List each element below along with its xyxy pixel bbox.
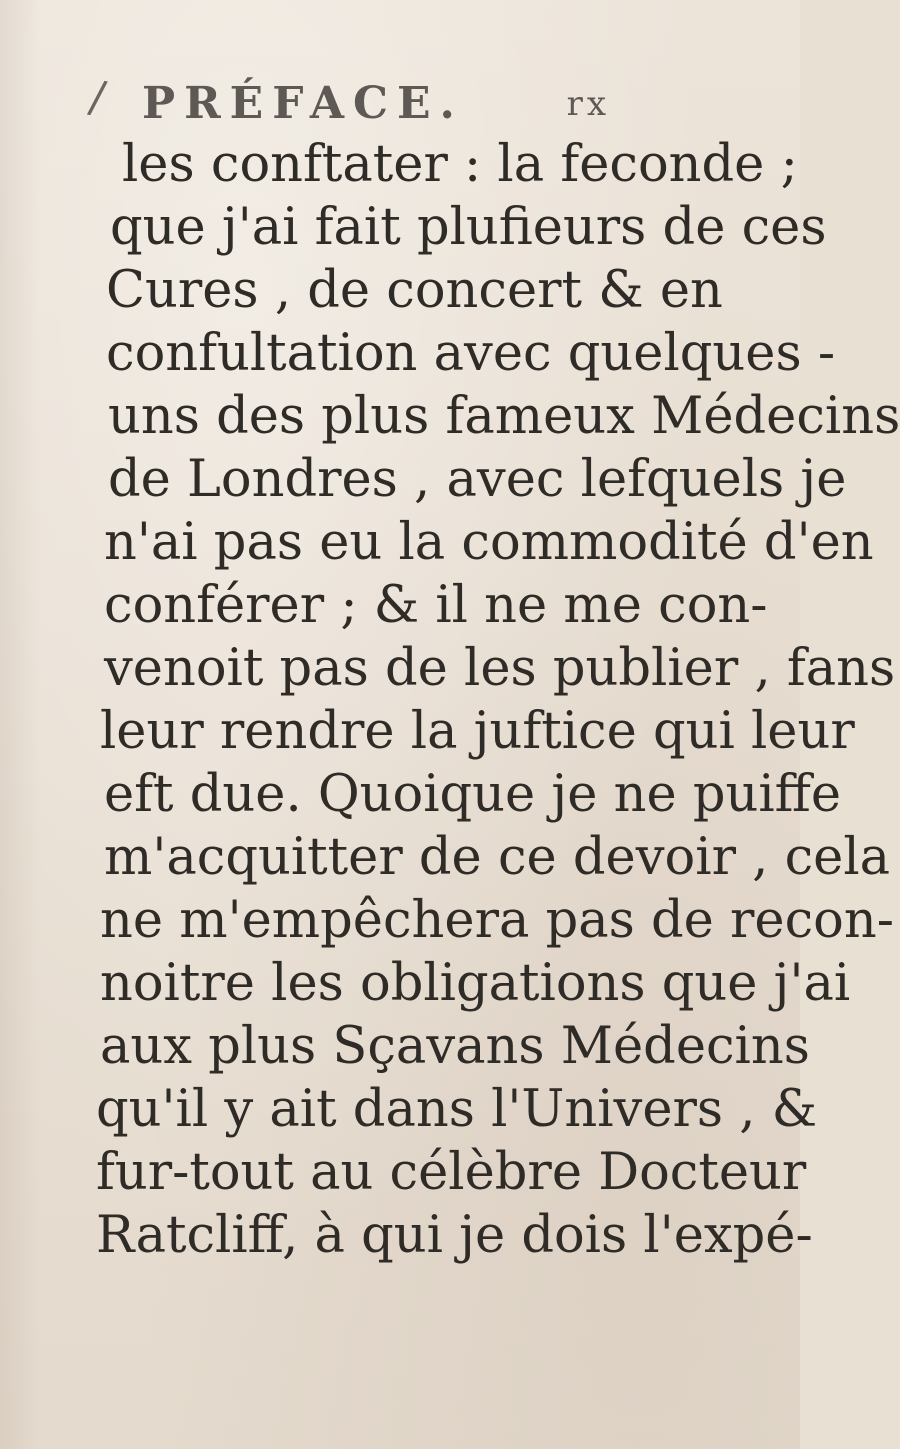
- text-line: n'ai pas eu la commodité d'en: [104, 513, 874, 572]
- text-line: confultation avec quelques -: [106, 324, 836, 383]
- text-line: leur rendre la juftice qui leur: [100, 702, 855, 761]
- running-head-mark: /: [85, 71, 110, 124]
- text-line: Cures , de concert & en: [106, 261, 723, 320]
- text-line: qu'il y ait dans l'Univers , &: [96, 1080, 818, 1139]
- text-line: eft due. Quoique je ne puiffe: [104, 765, 842, 824]
- running-head: [80, 72, 720, 132]
- text-line: conférer ; & il ne me con-: [104, 576, 768, 635]
- text-line: noitre les obligations que j'ai: [100, 954, 851, 1013]
- page-number: rx: [566, 84, 610, 124]
- text-line: fur-tout au célèbre Docteur: [96, 1143, 807, 1202]
- text-line: uns des plus fameux Médecins: [108, 387, 900, 446]
- text-line: de Londres , avec lefquels je: [108, 450, 847, 509]
- text-line: que j'ai fait plufieurs de ces: [110, 198, 827, 257]
- text-line: les conftater : la feconde ;: [122, 135, 798, 194]
- text-line: Ratcliff, à qui je dois l'expé-: [96, 1206, 813, 1265]
- text-line: venoit pas de les publier , fans: [104, 639, 896, 698]
- text-line: m'acquitter de ce devoir , cela: [104, 828, 891, 887]
- text-line: ne m'empêchera pas de recon-: [100, 891, 894, 950]
- running-head-title: PRÉFACE.: [142, 78, 464, 129]
- text-line: aux plus Sçavans Médecins: [100, 1017, 810, 1076]
